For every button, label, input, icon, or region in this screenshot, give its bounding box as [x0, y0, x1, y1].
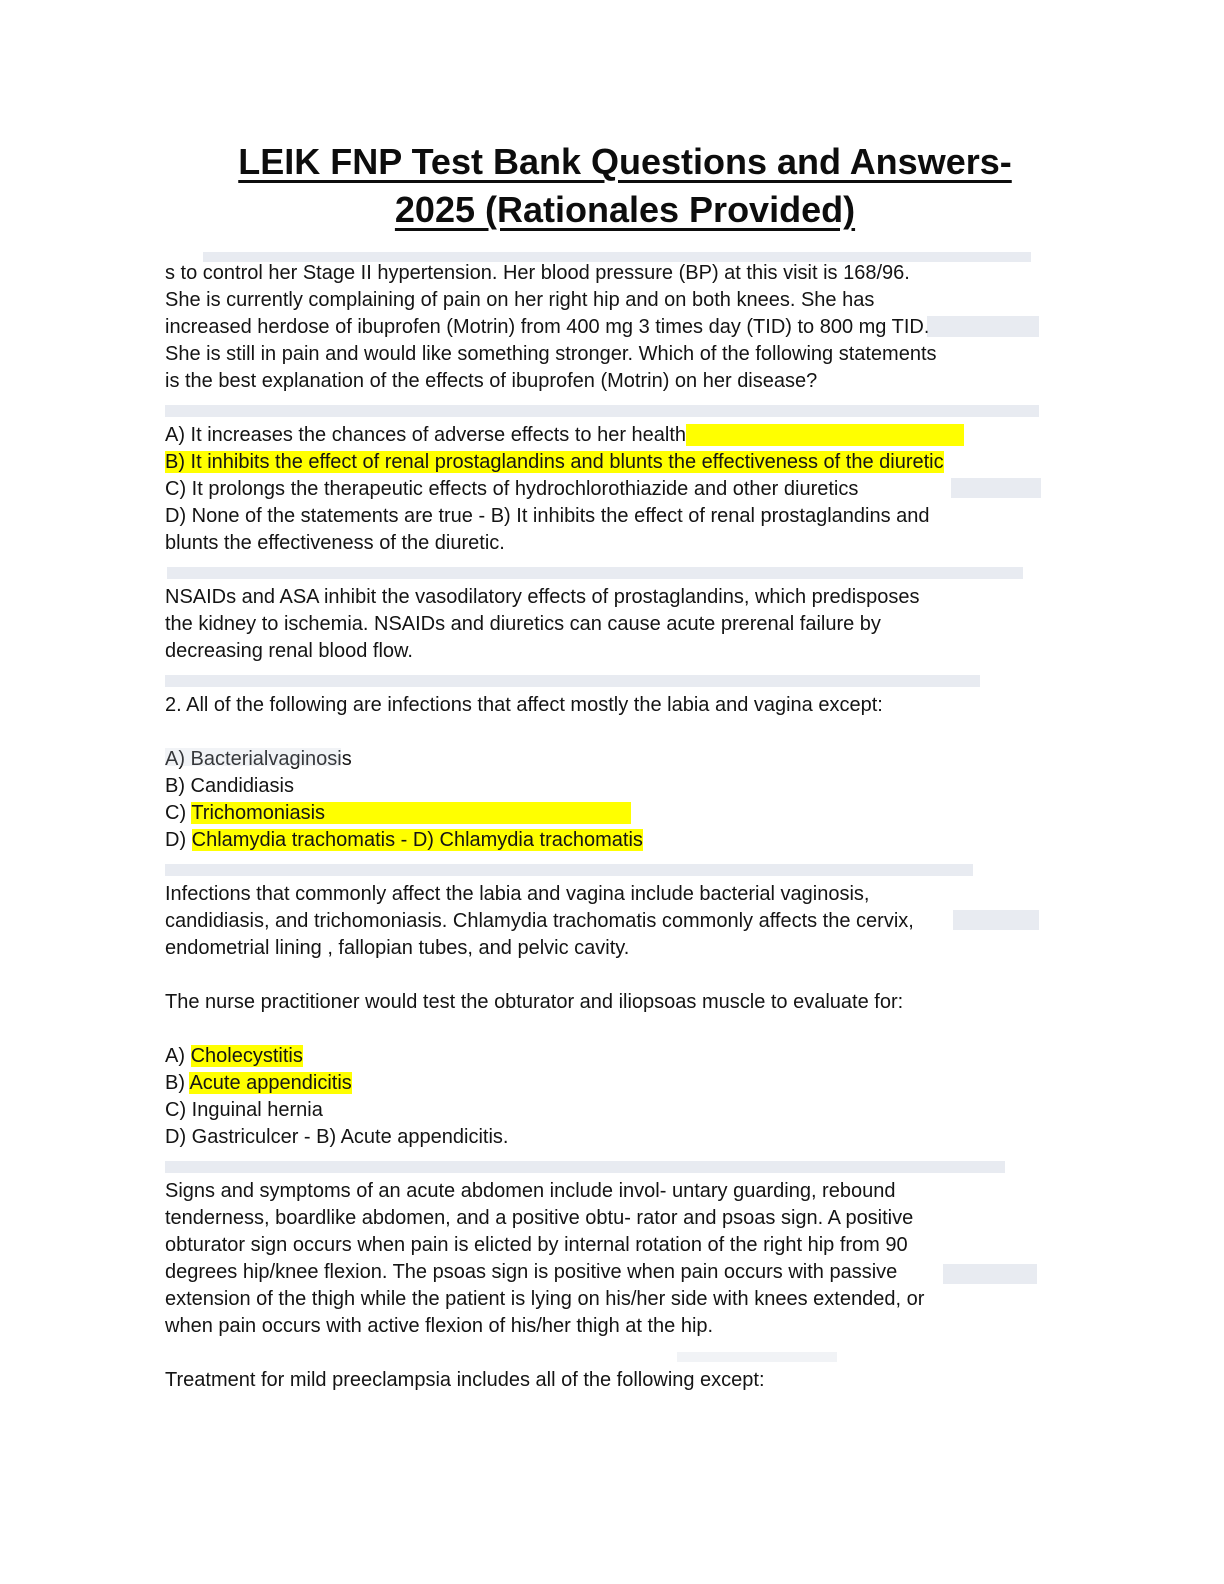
option-prefix: B) — [165, 1072, 190, 1094]
option-text: A) Bacterialvaginosis — [165, 748, 352, 770]
option-text: C) Inguinal hernia — [165, 1099, 323, 1121]
q1-option-d-cont — [165, 530, 1085, 557]
question-3-rationale — [165, 1178, 1085, 1340]
question-2-options — [165, 746, 1085, 854]
text-line: obturator sign occurs when pain is elicted by internal rotation of the right hip from 90 — [165, 1234, 908, 1256]
title-line-2: 2025 (Rationales Provided) — [394, 189, 856, 230]
text-line: NSAIDs and ASA inhibit the vasodilatory effects of prostaglandins, which predisposes — [165, 586, 920, 608]
q2-option-c — [165, 800, 1085, 827]
option-text: A) It increases the chances of adverse effects to her health — [165, 424, 687, 446]
question-3-options — [165, 1043, 1085, 1151]
q1-option-d — [165, 503, 1085, 530]
q3-option-d — [165, 1124, 1085, 1151]
text-line: Infections that commonly affect the labia and vagina include bacterial vaginosis, — [165, 883, 870, 905]
text-line: extension of the thigh while the patient is lying on his/her side with knees extended, or — [165, 1288, 925, 1310]
question-1-stem — [165, 260, 1085, 395]
question-2-stem — [165, 692, 1085, 719]
option-text: B) Candidiasis — [165, 775, 294, 797]
question-1-rationale — [165, 584, 1085, 665]
text-line: decreasing renal blood flow. — [165, 640, 413, 662]
option-prefix: D) — [165, 829, 192, 851]
question-3-stem — [165, 989, 1085, 1016]
text-line: when pain occurs with active flexion of his/her thigh at the hip. — [165, 1315, 714, 1337]
question-1-options — [165, 422, 1085, 557]
title-line-1: LEIK FNP Test Bank Questions and Answers- — [238, 141, 1012, 182]
text-line: s to control her Stage II hypertension. Her blood pressure (BP) at this visit is 168/96. — [165, 262, 910, 284]
text-line: candidiasis, and trichomoniasis. Chlamydia trachomatis commonly affects the cervix, — [165, 910, 914, 932]
option-text: C) It prolongs the therapeutic effects of hydrochlorothiazide and other diuretics — [165, 478, 859, 500]
option-prefix: A) — [165, 1045, 191, 1067]
q3-option-a — [165, 1043, 1085, 1070]
scan-artifact — [165, 405, 1039, 417]
text-line: She is still in pain and would like something stronger. Which of the following statements — [165, 343, 937, 365]
question-4-stem — [165, 1367, 1085, 1394]
highlighted-text: B) It inhibits the effect of renal prostaglandins and blunts the effectiveness of the diuretic — [165, 451, 944, 473]
scan-artifact — [165, 1161, 1005, 1173]
highlighted-text: Acute appendicitis — [189, 1072, 352, 1094]
scan-artifact — [167, 567, 1023, 579]
option-prefix: C) — [165, 802, 192, 824]
text-line: The nurse practitioner would test the obturator and iliopsoas muscle to evaluate for: — [165, 991, 904, 1013]
highlighted-fill — [325, 802, 631, 824]
text-line: endometrial lining , fallopian tubes, and pelvic cavity. — [165, 937, 630, 959]
q1-option-a — [165, 422, 1085, 449]
q1-option-c — [165, 476, 1085, 503]
highlighted-fill — [686, 424, 964, 446]
q3-option-c — [165, 1097, 1085, 1124]
highlighted-text: Cholecystitis — [190, 1045, 303, 1067]
scan-artifact — [165, 864, 973, 876]
highlighted-text: Trichomoniasis — [191, 802, 326, 824]
q2-option-b — [165, 773, 1085, 800]
text-line: Signs and symptoms of an acute abdomen include invol- untary guarding, rebound — [165, 1180, 896, 1202]
q3-option-b — [165, 1070, 1085, 1097]
text-line: tenderness, boardlike abdomen, and a positive obtu- rator and psoas sign. A positive — [165, 1207, 914, 1229]
text-line: Treatment for mild preeclampsia includes all of the following except: — [165, 1369, 765, 1391]
text-line: 2. All of the following are infections that affect mostly the labia and vagina except: — [165, 694, 883, 716]
question-2-rationale — [165, 881, 1085, 962]
scan-artifact — [165, 675, 980, 687]
document-content — [165, 138, 1085, 1421]
highlighted-text: Chlamydia trachomatis - D) Chlamydia trachomatis — [191, 829, 643, 851]
q2-option-d — [165, 827, 1085, 854]
text-line: is the best explanation of the effects of ibuprofen (Motrin) on her disease? — [165, 370, 818, 392]
scan-artifact — [677, 1352, 837, 1362]
document-title — [165, 138, 1085, 234]
text-line: the kidney to ischemia. NSAIDs and diuretics can cause acute prerenal failure by — [165, 613, 881, 635]
text-line: increased herdose of ibuprofen (Motrin) from 400 mg 3 times day (TID) to 800 mg TID. — [165, 316, 930, 338]
option-text: D) None of the statements are true - B) It inhibits the effect of renal prostaglandins and — [165, 505, 930, 527]
text-line: She is currently complaining of pain on her right hip and on both knees. She has — [165, 289, 875, 311]
option-text: blunts the effectiveness of the diuretic. — [165, 532, 505, 554]
option-text: D) Gastriculcer - B) Acute appendicitis. — [165, 1126, 509, 1148]
q1-option-b — [165, 449, 1085, 476]
text-line: degrees hip/knee flexion. The psoas sign is positive when pain occurs with passive — [165, 1261, 898, 1283]
q2-option-a — [165, 746, 1085, 773]
